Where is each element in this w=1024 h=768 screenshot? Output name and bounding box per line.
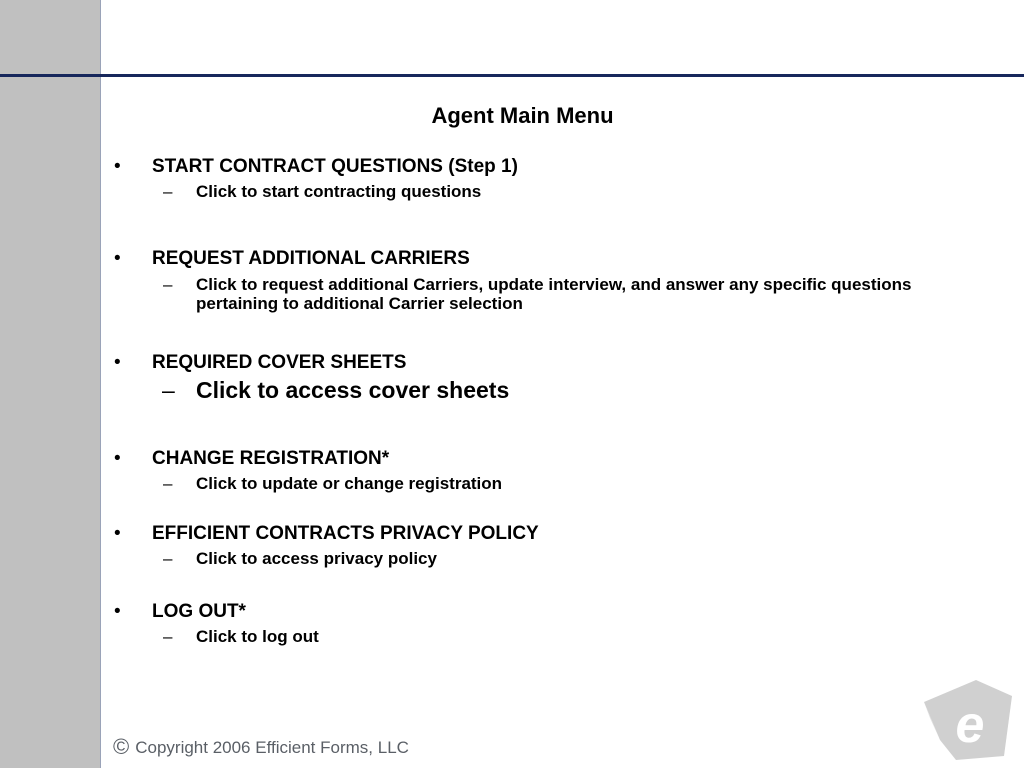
request-additional-carriers-sublink[interactable]: Click to request additional Carriers, update interview, and answer any specific questions pertaining to additional Carrier selection <box>196 275 912 313</box>
required-cover-sheets-sublink[interactable]: Click to access cover sheets <box>196 377 510 403</box>
copyright-footer <box>113 734 409 760</box>
dash-marker: – <box>162 377 175 403</box>
bullet-marker: • <box>114 523 121 544</box>
logo-letter: e <box>955 696 985 754</box>
privacy-policy-link[interactable]: EFFICIENT CONTRACTS PRIVACY POLICY <box>152 523 539 544</box>
left-sidebar <box>0 0 101 768</box>
dash-marker: – <box>163 275 173 294</box>
menu-item-log-out <box>114 601 974 647</box>
dash-marker: – <box>163 549 173 568</box>
change-registration-link[interactable]: CHANGE REGISTRATION* <box>152 448 390 469</box>
bullet-marker: • <box>114 448 121 469</box>
menu-item-privacy-policy <box>114 523 974 569</box>
efficient-forms-logo-icon <box>920 678 1016 762</box>
bullet-marker: • <box>114 248 121 269</box>
header-divider <box>0 74 1024 77</box>
menu-item-change-registration <box>114 448 974 494</box>
dash-marker: – <box>163 474 173 493</box>
bullet-marker: • <box>114 156 121 177</box>
dash-marker: – <box>163 627 173 646</box>
change-registration-sublink[interactable]: Click to update or change registration <box>196 474 503 493</box>
start-contract-questions-link[interactable]: START CONTRACT QUESTIONS (Step 1) <box>152 156 518 177</box>
copyright-icon: © <box>113 734 130 759</box>
dash-marker: – <box>163 182 173 201</box>
required-cover-sheets-link[interactable]: REQUIRED COVER SHEETS <box>152 352 407 373</box>
request-additional-carriers-link[interactable]: REQUEST ADDITIONAL CARRIERS <box>152 248 470 269</box>
start-contract-questions-sublink[interactable]: Click to start contracting questions <box>196 182 482 201</box>
log-out-sublink[interactable]: Click to log out <box>196 627 319 646</box>
copyright-text: Copyright 2006 Efficient Forms, LLC <box>135 738 409 757</box>
menu-item-request-carriers <box>114 248 974 313</box>
privacy-policy-sublink[interactable]: Click to access privacy policy <box>196 549 437 568</box>
menu-item-cover-sheets <box>114 352 974 404</box>
log-out-link[interactable]: LOG OUT* <box>152 601 246 622</box>
bullet-marker: • <box>114 601 121 622</box>
menu-item-start-contract <box>114 156 974 202</box>
page-title: Agent Main Menu <box>431 103 614 128</box>
bullet-marker: • <box>114 352 121 373</box>
